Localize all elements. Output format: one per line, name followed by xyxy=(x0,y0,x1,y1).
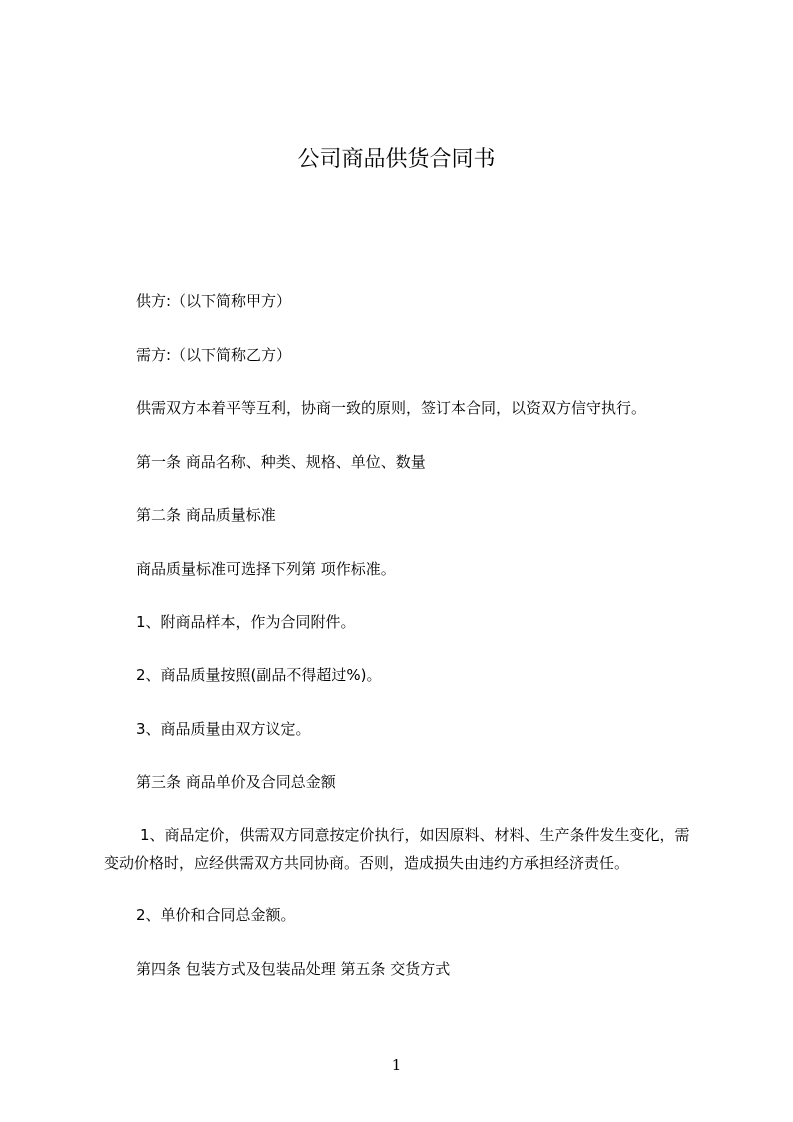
article-1-heading: 第一条 商品名称、种类、规格、单位、数量 xyxy=(136,453,426,471)
quality-item-3: 3、商品质量由双方议定。 xyxy=(136,720,311,738)
preamble-paragraph: 供需双方本着平等互利，协商一致的原则，签订本合同，以资双方信守执行。 xyxy=(136,399,647,417)
pricing-paragraph: 1、商品定价，供需双方同意按定价执行，如因原料、材料、生产条件发生变化，需变动价格时，应经供需双方共同协商。否则，造成损失由违约方承担经济责任。 xyxy=(104,826,690,872)
article-4-5-heading: 第四条 包装方式及包装品处理 第五条 交货方式 xyxy=(136,960,451,978)
party-b-line: 需方:（以下简称乙方） xyxy=(136,346,292,364)
quality-item-2: 2、商品质量按照(副品不得超过%)。 xyxy=(136,666,382,684)
article-2-heading: 第二条 商品质量标准 xyxy=(136,506,276,524)
quality-standard-paragraph: 商品质量标准可选择下列第 项作标准。 xyxy=(136,560,396,578)
document-title: 公司商品供货合同书 xyxy=(297,147,496,172)
quality-item-1: 1、附商品样本，作为合同附件。 xyxy=(136,613,356,631)
total-amount-line: 2、单价和合同总金额。 xyxy=(136,906,296,924)
page-number: 1 xyxy=(391,1056,402,1074)
article-3-heading: 第三条 商品单价及合同总金额 xyxy=(136,773,336,791)
party-a-line: 供方:（以下简称甲方） xyxy=(136,292,292,310)
